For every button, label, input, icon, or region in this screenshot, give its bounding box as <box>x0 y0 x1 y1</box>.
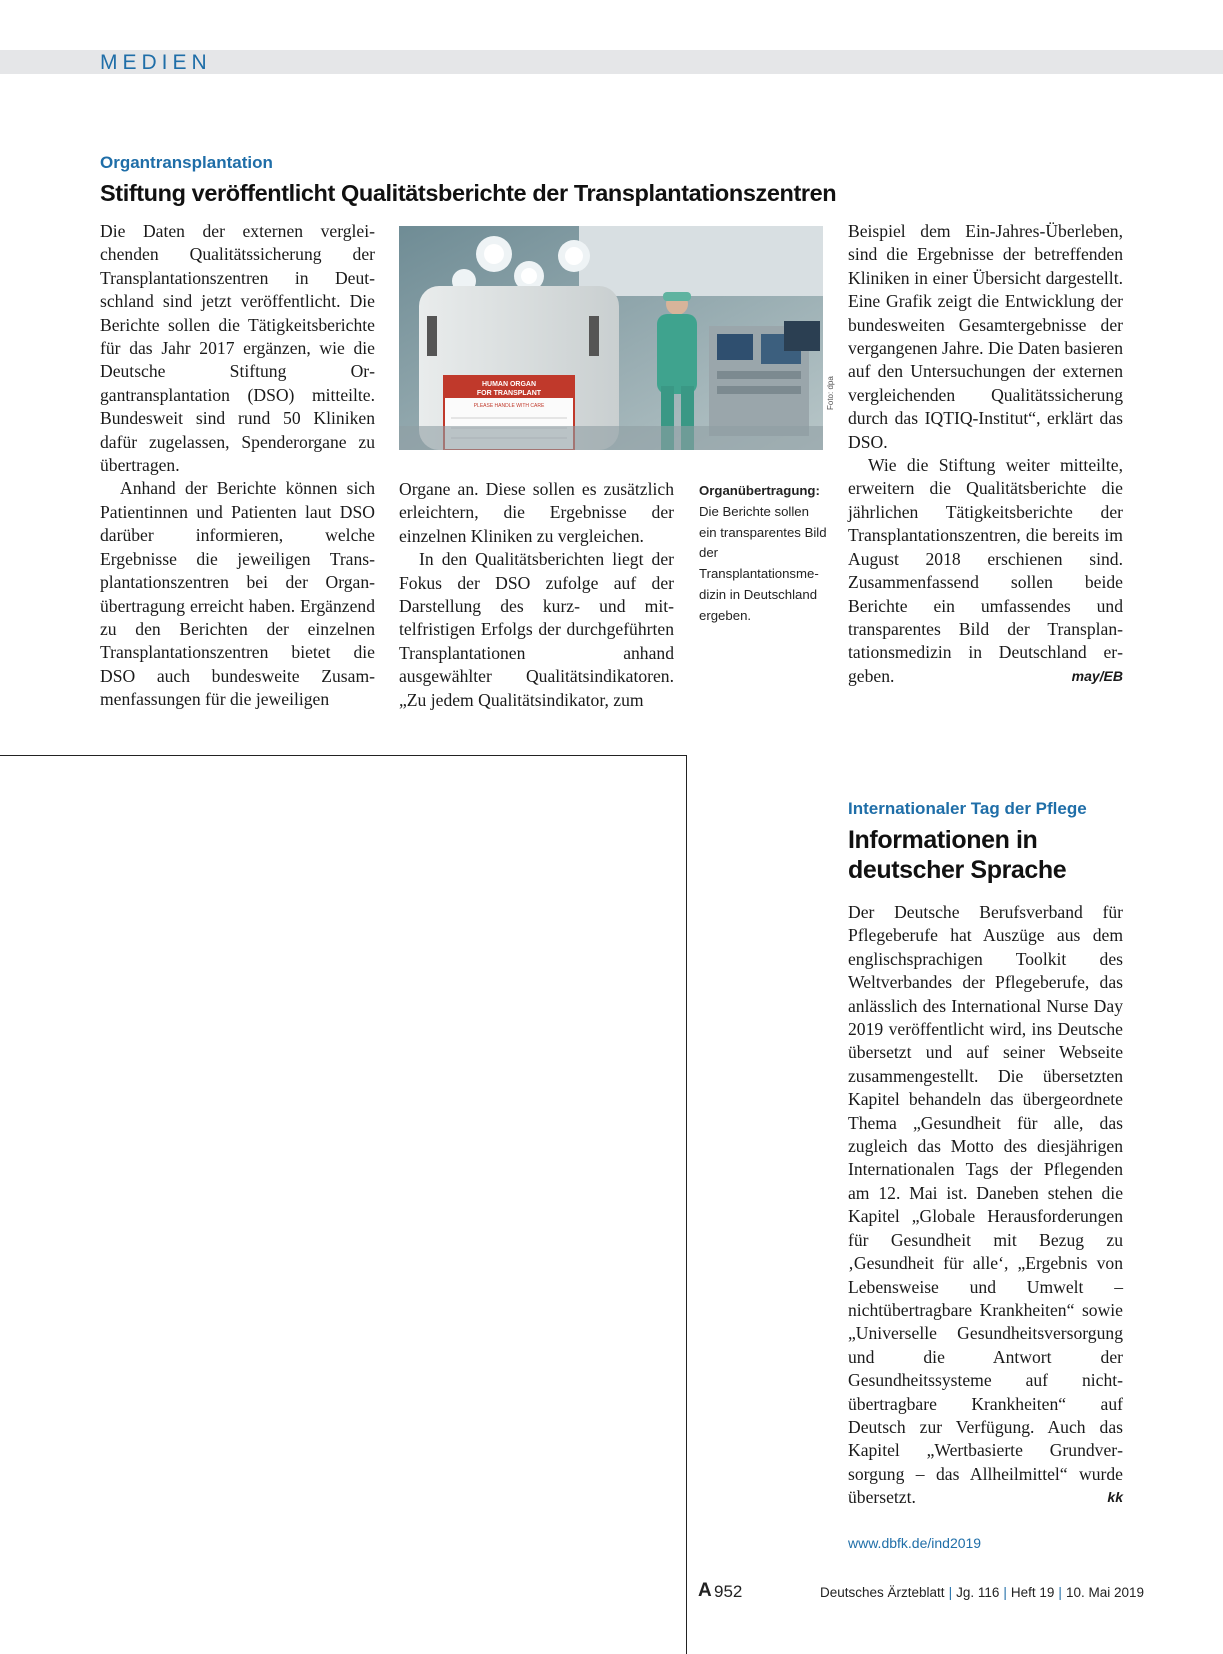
article2-url-link[interactable]: www.dbfk.de/ind2019 <box>848 1535 982 1551</box>
paragraph <box>848 454 1123 688</box>
article1-column-1 <box>100 220 375 712</box>
paragraph: Anhand der Berichte können sich Patientinnen und Patienten laut DSO darüber informieren, welche Ergebnisse die jeweiligen Transplantationszentren bei der Organübertragung erreicht haben. Ergänzend zu den Berichten der einzelnen Transplantationszentren bietet die DSO auch bundesweite Zusammenfassungen für die jeweiligen <box>100 478 375 710</box>
paragraph: In den Qualitätsberichten liegt der Fokus der DSO zufolge auf der Darstellung des kurz- und mittelfristigen Erfolgs der durchgeführten Transplantationen anhand ausgewählter Qualitätsindikatoren. „Zu jedem Qualitätsindikator, zum <box>399 549 674 710</box>
article2-headline <box>848 825 1066 885</box>
paragraph: Organe an. Diese sollen es zusätzlich erleichtern, die Ergebnisse der einzelnen Kliniken zu vergleichen. <box>399 479 674 546</box>
paragraph <box>848 901 1123 1510</box>
paragraph-text: Wie die Stiftung weiter mitteilte, erweitern die Qualitätsberichte die jährlichen Tätigkeitsberichte der Transplantationszentren, die bereits im August 2018 erschienen sind. Zusammenfassend sollen beide Berichte ein umfassendes und transparentes Bild der Transplantationsmedizin in Deutschland ergeben. <box>848 455 1123 686</box>
article1-column-2 <box>399 478 674 712</box>
journal-name: Deutsches Ärzteblatt <box>820 1585 945 1600</box>
page-letter: A <box>698 1580 712 1601</box>
journal-volume: Jg. 116 <box>956 1585 1000 1600</box>
box-label-line1: HUMAN ORGAN <box>481 381 537 388</box>
article1-column-3 <box>848 220 1123 688</box>
headline-line: Informationen in <box>848 826 1038 854</box>
page-number: 952 <box>714 1582 743 1601</box>
article2-signoff: kk <box>1107 1489 1123 1506</box>
operating-room-illustration <box>399 226 823 450</box>
headline-line: deutscher Sprache <box>848 856 1067 884</box>
box-label-line2: FOR TRANSPLANT <box>476 390 542 397</box>
article1-signoff: may/EB <box>1071 667 1123 684</box>
photo-credit: Foto: dpa <box>826 376 835 410</box>
paragraph: Die Daten der externen vergleichenden Qualitätssicherung der Transplantationszentren in Deutschland sind jetzt veröffentlicht. Die Berichte sollen die Tätigkeitsberichte für das Jahr 2017 ergänzen, wie die Deutsche Stiftung Organtransplantation (DSO) mitteilte. Bundesweit sind rund 50 Kliniken dafür zugelassen, Spenderorgane zu übertragen. <box>100 221 375 476</box>
caption-lead: Organübertragung: <box>699 483 820 498</box>
journal-date: 10. Mai 2019 <box>1065 1585 1144 1600</box>
frame-right-rule <box>686 755 687 1654</box>
article2-kicker: Internationaler Tag der Pflege <box>848 799 1087 818</box>
article2-body <box>848 901 1123 1510</box>
photo-caption <box>699 481 829 627</box>
box-label-line3: PLEASE HANDLE WITH CARE <box>473 403 545 409</box>
paragraph-text: Der Deutsche Berufsverband für Pflegeberufe hat Auszüge aus dem englischsprachigen Toolkit des Weltverbandes der Pflegeberufe, das anlässlich des International Nurse Day 2019 veröffentlicht wird, ins Deutsche übersetzt und auf seiner Webseite zusammengestellt. Die übersetzten Kapitel behandeln das übergeordnete Thema „Gesundheit für alle, das zugleich das Motto des diesjährigen Internationalen Tags der Pflegenden am 12. Mai ist. Daneben stehen die Kapitel „Globale Herausforderungen für Gesundheit mit Bezug zu ‚Gesundheit für alle‘, „Ergebnis von Lebensweise und Umwelt – nichtübertragbare Krankheiten“ sowie „Universelle Gesundheitsversorgung und die Antwort der Gesundheitssysteme auf nichtübertragbare Krankheiten“ auf Deutsch zur Verfügung. Auch das Kapitel „Wertbasierte Grundversorgung – das Allheilmittel“ wurde übersetzt. <box>848 902 1123 1508</box>
article1-kicker: Organtransplantation <box>100 153 273 172</box>
article1-headline: Stiftung veröffentlicht Qualitätsberichte der Transplantationszentren <box>100 180 837 206</box>
journal-issue: Heft 19 <box>1010 1585 1055 1600</box>
section-label: MEDIEN <box>100 51 212 74</box>
caption-text: Die Berichte sollen ein transparentes Bild der Transplantationsmedizin in Deutschland ergeben. <box>699 503 827 623</box>
operating-room-photo <box>399 226 823 450</box>
paragraph: Beispiel dem Ein-Jahres-Überleben, sind die Ergebnisse der betreffenden Kliniken in einer Übersicht dargestellt. Eine Grafik zeigt die Entwicklung der bundesweiten Gesamtergebnisse der vergangenen Jahre. Die Daten basieren auf den Untersuchungen der externen vergleichenden Qualitätssicherung durch das IQTIQ-Institut“, erklärt das DSO. <box>848 221 1123 452</box>
frame-top-rule <box>0 755 687 756</box>
journal-info: Deutsches Ärzteblatt | Jg. 116 | Heft 19 | 10. Mai 2019 <box>820 1585 1144 1600</box>
